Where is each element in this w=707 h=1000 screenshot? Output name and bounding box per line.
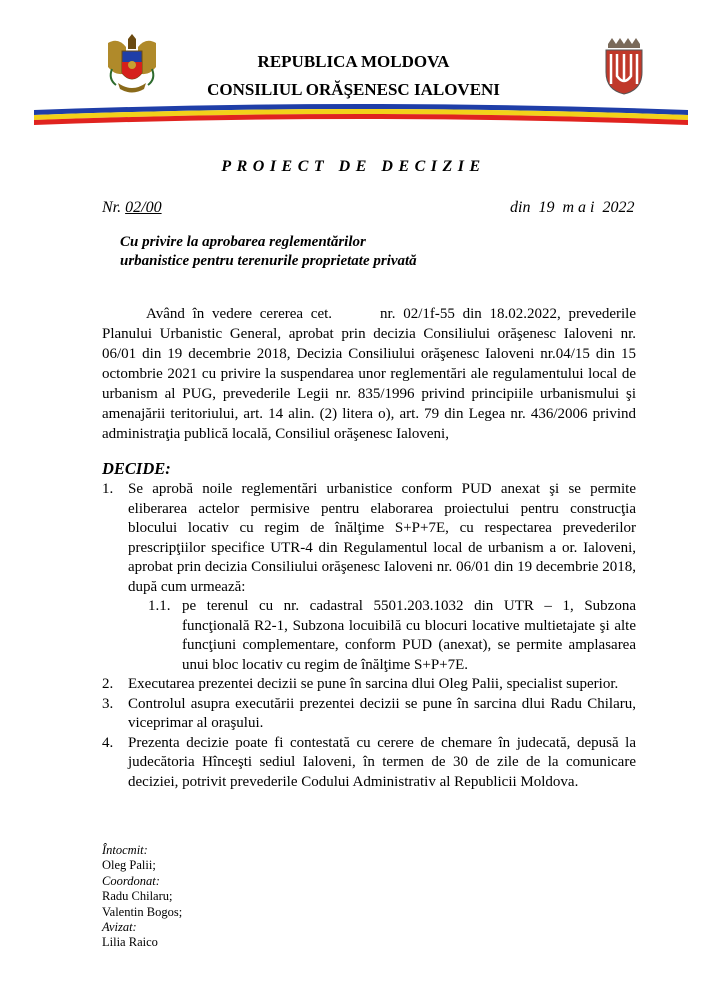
subitem-number: 1.1. (148, 598, 171, 614)
decision-number-value: 02/00 (125, 199, 162, 216)
list-item (102, 675, 636, 695)
decision-number (102, 199, 162, 217)
flag-stripes (34, 100, 688, 130)
item-number: 2. (102, 676, 114, 692)
list-subitem (102, 597, 636, 675)
item-text: Controlul asupra executării prezentei decizii se pune în sarcina dlui Radu Chilaru, viceprimar al oraşului. (128, 695, 636, 731)
coordinated-label: Coordonat: (102, 873, 160, 888)
item-text: Executarea prezentei decizii se pune în sarcina dlui Oleg Palii, specialist superior. (128, 676, 619, 692)
list-item (102, 480, 636, 597)
endorsed-label: Avizat: (102, 920, 137, 935)
endorsed-by: Lilia Raico (102, 935, 158, 950)
item-number: 1. (102, 481, 114, 497)
coordinator-1: Radu Chilaru; (102, 889, 173, 904)
document-title: PROIECT DE DECIZIE (221, 158, 486, 175)
decide-heading: DECIDE: (102, 459, 171, 478)
decision-number-prefix: Nr. (102, 199, 126, 216)
preamble-part-1: Având în vedere cererea cet. (146, 306, 333, 322)
preamble-paragraph (102, 304, 636, 444)
signatures-block (102, 843, 182, 951)
coordinator-2: Valentin Bogos; (102, 904, 183, 919)
list-item (102, 695, 636, 734)
item-text: Se aprobă noile reglementări urbanistice conform PUD anexat şi se permite eliberarea actelor permisive pentru elaborarea proiectului pentru construcţia blocului locativ cu regim de înălţime S+P+7E, cu respectarea prevederilor prescripţiilor specifice UTR-4 din Regulamentul local de urbanism a or. Ialoveni, aprobat prin decizia Consiliului orăşenesc Ialoveni nr. 06/01 din 19 decembrie 2018, după cum urmează: (128, 481, 636, 595)
prepared-label: Întocmit: (102, 843, 148, 857)
subitem-text: pe terenul cu nr. cadastral 5501.203.1032 din UTR – 1, Subzona funcţională R2-1, Subzona locuibilă cu blocuri locative multietajate şi alte funcţiuni complementare, conform PUD (anexat), se permite amplasarea unui bloc locativ cu regim de înălţime S+P+7E. (182, 598, 636, 673)
preamble-part-2: nr. 02/1f-55 din 18.02.2022, prevederile Planului Urbanistic General, aprobat prin decizia Consiliului orăşenesc Ialoveni nr. 06/01 din 19 decembrie 2018, Decizia Consiliului orăşenesc Ialoveni nr.04/15 din 15 octombrie 2021 cu privire la suspendarea unor reglementări ale regulamentului local de urbanism al PUG, prevederile Legii nr. 835/1996 privind principiile urbanismului şi amenajării teritoriului, art. 14 alin. (2) litera o), art. 79 din Legea nr. 436/2006 privind administraţia publică locală, Consiliul orăşenesc Ialoveni, (102, 306, 637, 442)
subject-line-2: urbanistice pentru terenurile proprietate privată (120, 253, 417, 269)
subject-line-1: Cu privire la aprobarea reglementărilor (120, 234, 366, 250)
council-name: CONSILIUL ORĂŞENESC IALOVENI (207, 80, 500, 99)
decision-subject (120, 233, 417, 271)
country-name: REPUBLICA MOLDOVA (257, 52, 450, 71)
item-text: Prezenta decizie poate fi contestată cu cerere de chemare în judecată, depusă la judecătoria Hînceşti sediul Ialoveni, în termen de 30 de zile de la comunicare deciziei, potrivit prevederile Codului Administrativ al Republicii Moldova. (128, 734, 636, 790)
decision-items (102, 480, 636, 792)
list-item (102, 734, 636, 793)
item-number: 3. (102, 695, 114, 712)
prepared-by: Oleg Palii; (102, 858, 156, 873)
decision-date: din 19 m a i 2022 (510, 199, 635, 216)
item-number: 4. (102, 734, 114, 751)
